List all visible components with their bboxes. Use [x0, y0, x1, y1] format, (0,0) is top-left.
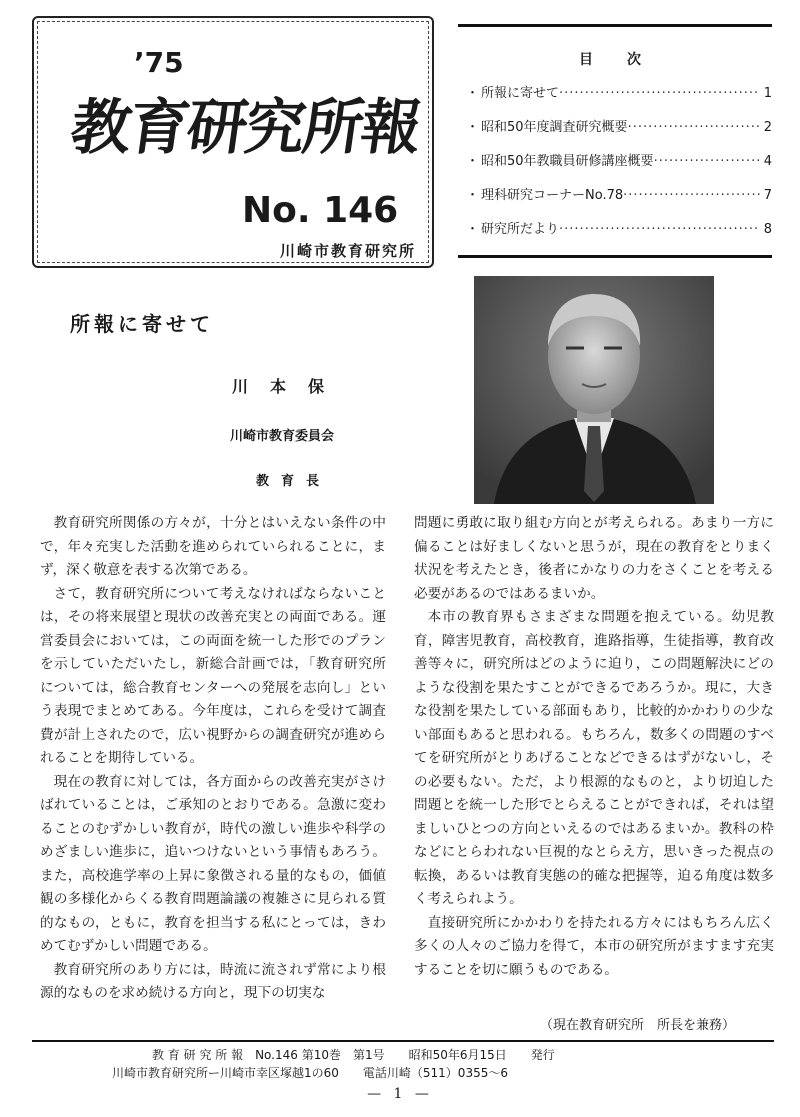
toc-item-label: 研究所だより [481, 222, 560, 237]
toc-leader-dots [559, 77, 760, 111]
toc-bottom-rule [458, 255, 772, 258]
article-paragraph: 本市の教育界もさまざまな問題を抱えている。幼児教育，障害児教育，高校教育，進路指導，生徒指導，教育改善等々に，研究所はどのように迫り，この問題解決にどのような役割を果たすことができるであろうか。現に，大きな役割を果たしている部面もあり，比較的かかわりの少ない部面もあると思われる。もちろん，数多くの問題のすべてを研究所がとりあげることなどできるはずがないし，その必要もない。ただ，より根源的なものと，より切迫した問題とを統一した形でとらえることができれば，それは望ましいひとつの方向といえるのではあるまいか。教科の枠などにとらわれない巨視的なとらえ方，思いきった視点の転換，あるいは教育実態の的確な把握等，迫る角度は数多く考えられよう。 [414, 609, 774, 907]
toc-item-page: 2 [763, 120, 772, 135]
toc-item-page: 8 [763, 222, 772, 237]
toc-item-page: 4 [763, 154, 772, 169]
toc-item-page: 7 [763, 188, 772, 203]
toc-leader-dots [654, 145, 760, 179]
footer-publication-info: 教 育 研 究 所 報 No.146 第10巻 第1号 昭和50年6月15日 発行 [152, 1048, 555, 1062]
article-title: 所報に寄せて [70, 312, 214, 336]
toc-item-page: 1 [763, 86, 772, 101]
footer-rule [32, 1040, 774, 1042]
page-number: — 1 — [367, 1086, 433, 1102]
toc-bullet: ・ [466, 222, 480, 237]
toc-item-label: 昭和50年度調査研究概要 [481, 120, 628, 135]
article-paragraph: 教育研究所関係の方々が，十分とはいえない条件の中で，年々充実した活動を進められていられることに，まず，深く敬意を表する次第である。 [40, 515, 386, 578]
toc-top-rule [458, 24, 772, 27]
masthead-year: ’75 [134, 46, 184, 79]
article-paragraph: 現在の教育に対しては，各方面からの改善充実がさけばれていることは，ご承知のとおりである。急激に変わることのむずかしい教育が，時代の激しい進歩や科学のめざましい進歩に，追いつけないという事情もあろう。また，高校進学率の上昇に象徴される量的なもの，価値観の多様化からくる教育問題論議の複雑さに見られる質的なもの，ともに，教育を担当する私にとっては，きわめてむずかしい問題である。 [40, 773, 386, 954]
toc-item[interactable] [458, 145, 772, 179]
toc-item-label: 理科研究コーナーNo.78 [481, 188, 624, 203]
article-column-right [414, 512, 774, 982]
toc-leader-dots [628, 111, 760, 145]
toc-bullet: ・ [466, 120, 480, 135]
toc-leader-dots [623, 179, 760, 213]
toc-item-label: 昭和50年教職員研修講座概要 [481, 154, 654, 169]
article-column-left [40, 512, 386, 1006]
author-organization: 川崎市教育委員会 [230, 429, 335, 444]
masthead [32, 16, 434, 268]
article-paragraph: 教育研究所のあり方には，時流に流されず常により根源的なものを求め続ける方向と，現下の切実な [40, 961, 386, 1001]
toc-heading: 目 次 [579, 52, 651, 68]
toc-item[interactable] [458, 179, 772, 213]
toc-item[interactable] [458, 77, 772, 111]
article-paragraph: 問題に勇敢に取り組む方向とが考えられる。あまり一方に偏ることは好ましくないと思うが，現在の教育をとりまく状況を考えたとき，後者にかなりの力をさくことを考える必要があるのではあるまいか。 [414, 515, 774, 602]
table-of-contents [458, 24, 772, 258]
publisher-name: 川崎市教育研究所 [280, 242, 417, 260]
author-signoff: （現在教育研究所 所長を兼務） [540, 1018, 736, 1033]
author-portrait [474, 276, 714, 504]
footer-address: 川崎市教育研究所ー川崎市幸区塚越1の60 電話川崎（511）0355～6 [112, 1066, 508, 1080]
toc-item-label: 所報に寄せて [481, 86, 560, 101]
toc-item[interactable] [458, 213, 772, 247]
toc-bullet: ・ [466, 86, 480, 101]
author-name: 川本保 [232, 377, 347, 396]
toc-item[interactable] [458, 111, 772, 145]
article-paragraph: 直接研究所にかかわりを持たれる方々にはもちろん広く多くの人々のご協力を得て，本市の研究所がますます充実することを切に願うものである。 [414, 914, 774, 978]
toc-leader-dots [559, 213, 760, 247]
masthead-title: 教育研究所報 [66, 93, 425, 163]
toc-bullet: ・ [466, 154, 480, 169]
article-paragraph: さて，教育研究所について考えなければならないことは，その将来展望と現状の改善充実との両面である。運営委員会においては，この両面を統一した形でのプランを示していただいたし，新総合計画では，「教育研究所については，総合教育センターへの発展を志向し」という表現でまとめてある。今年度は，これらを受けて調査費が計上されたので，広い視野からの調査研究が進められることを期待している。 [40, 585, 386, 766]
author-role: 教育長 [256, 474, 332, 489]
issue-number: No. 146 [242, 190, 399, 231]
toc-bullet: ・ [466, 188, 480, 203]
